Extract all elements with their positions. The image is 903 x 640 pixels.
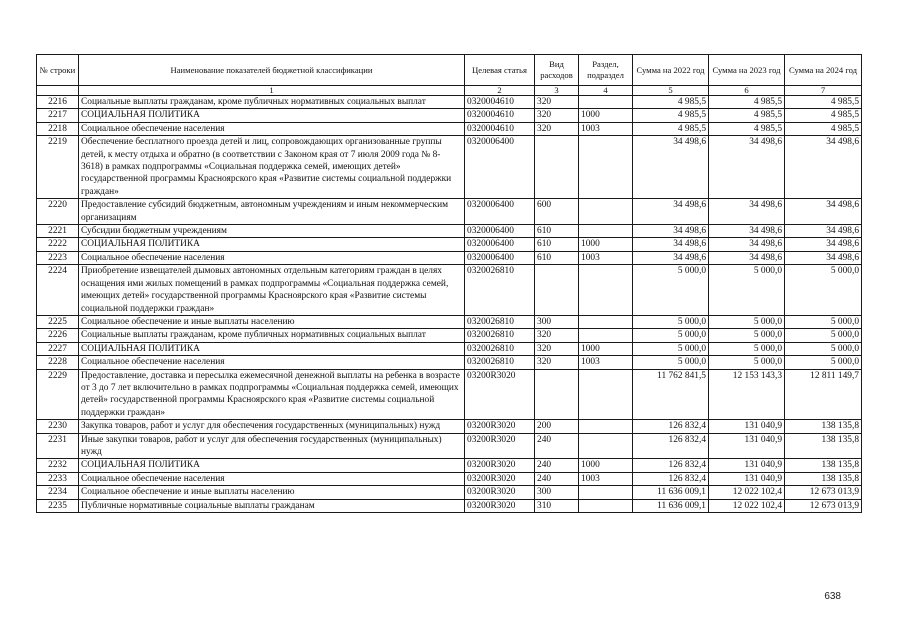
row-name: СОЦИАЛЬНАЯ ПОЛИТИКА [79, 459, 465, 472]
row-sum-2024: 138 135,8 [785, 472, 862, 485]
row-sum-2023: 5 000,0 [709, 329, 785, 342]
row-number: 2223 [37, 251, 79, 264]
row-section [579, 499, 633, 512]
row-section: 1003 [579, 356, 633, 369]
header-target: Целевая статья [465, 55, 535, 86]
row-number: 2233 [37, 472, 79, 485]
row-name: Иные закупки товаров, работ и услуг для обеспечения государственных (муниципальных) нужд [79, 433, 465, 459]
table-row [37, 225, 862, 238]
row-sum-2024: 34 498,6 [785, 136, 862, 199]
row-section [579, 486, 633, 499]
table-row [37, 486, 862, 499]
row-target-code: 0320004610 [465, 109, 535, 122]
row-sum-2023: 12 022 102,4 [709, 486, 785, 499]
table-row [37, 459, 862, 472]
row-section: 1000 [579, 459, 633, 472]
row-sum-2022: 126 832,4 [633, 459, 709, 472]
row-name: Социальное обеспечение населения [79, 122, 465, 135]
header-name: Наименование показателей бюджетной классификации [79, 55, 465, 86]
row-expense-kind: 240 [535, 459, 579, 472]
row-expense-kind: 320 [535, 96, 579, 109]
row-name: Социальное обеспечение населения [79, 472, 465, 485]
row-name: Социальное обеспечение населения [79, 356, 465, 369]
header-row [37, 55, 862, 86]
row-sum-2022: 5 000,0 [633, 329, 709, 342]
row-target-code: 03200R3020 [465, 486, 535, 499]
column-number: 5 [633, 86, 709, 96]
row-sum-2022: 4 985,5 [633, 109, 709, 122]
row-sum-2023: 131 040,9 [709, 459, 785, 472]
row-expense-kind: 610 [535, 238, 579, 251]
row-sum-2024: 138 135,8 [785, 433, 862, 459]
row-target-code: 03200R3020 [465, 433, 535, 459]
row-sum-2022: 34 498,6 [633, 251, 709, 264]
row-name: Социальные выплаты гражданам, кроме публичных нормативных социальных выплат [79, 96, 465, 109]
row-name: Обеспечение бесплатного проезда детей и лиц, сопровождающих организованные группы детей, к месту отдыха и обратно (в соответствии с Законом края от 7 июля 2009 года № 8-3618) в рамках подпрограммы «Социальная поддержка семей, имеющих детей» государственной программы Красноярского края «Развитие системы социальной поддержки граждан» [79, 136, 465, 199]
row-sum-2022: 5 000,0 [633, 342, 709, 355]
row-target-code: 0320026810 [465, 265, 535, 316]
table-row [37, 251, 862, 264]
row-sum-2024: 34 498,6 [785, 225, 862, 238]
row-section [579, 265, 633, 316]
row-expense-kind: 610 [535, 225, 579, 238]
row-sum-2022: 5 000,0 [633, 265, 709, 316]
row-sum-2023: 34 498,6 [709, 251, 785, 264]
header-sum-2024: Сумма на 2024 год [785, 55, 862, 86]
row-sum-2023: 131 040,9 [709, 420, 785, 433]
row-target-code: 03200R3020 [465, 499, 535, 512]
table-row [37, 265, 862, 316]
row-section: 1000 [579, 238, 633, 251]
column-number: 1 [79, 86, 465, 96]
row-number: 2229 [37, 369, 79, 420]
row-sum-2022: 4 985,5 [633, 122, 709, 135]
row-expense-kind: 610 [535, 251, 579, 264]
row-sum-2024: 138 135,8 [785, 420, 862, 433]
column-number [37, 86, 79, 96]
row-sum-2022: 126 832,4 [633, 472, 709, 485]
row-sum-2023: 5 000,0 [709, 315, 785, 328]
row-name: Предоставление, доставка и пересылка ежемесячной денежной выплаты на ребенка в возрасте от 3 до 7 лет включительно в рамках подпрограммы «Социальная поддержка семей, имеющих детей» государственной программы Красноярского края «Развитие системы социальной поддержки граждан» [79, 369, 465, 420]
row-section [579, 225, 633, 238]
table-row [37, 433, 862, 459]
row-target-code: 0320006400 [465, 136, 535, 199]
row-sum-2023: 34 498,6 [709, 136, 785, 199]
row-section [579, 96, 633, 109]
row-section: 1003 [579, 251, 633, 264]
row-name: Социальное обеспечение населения [79, 251, 465, 264]
row-expense-kind: 600 [535, 199, 579, 225]
row-sum-2022: 126 832,4 [633, 420, 709, 433]
row-sum-2024: 4 985,5 [785, 122, 862, 135]
row-sum-2022: 5 000,0 [633, 356, 709, 369]
row-sum-2024: 34 498,6 [785, 251, 862, 264]
row-target-code: 0320026810 [465, 356, 535, 369]
row-expense-kind: 320 [535, 356, 579, 369]
table-body [37, 96, 862, 513]
row-number: 2227 [37, 342, 79, 355]
row-number: 2234 [37, 486, 79, 499]
row-expense-kind: 310 [535, 499, 579, 512]
row-sum-2022: 5 000,0 [633, 315, 709, 328]
row-sum-2022: 34 498,6 [633, 238, 709, 251]
row-sum-2023: 4 985,5 [709, 122, 785, 135]
row-sum-2024: 12 673 013,9 [785, 499, 862, 512]
row-name: Социальное обеспечение и иные выплаты населению [79, 486, 465, 499]
row-target-code: 0320026810 [465, 315, 535, 328]
row-name: Социальное обеспечение и иные выплаты населению [79, 315, 465, 328]
header-section: Раздел, подраздел [579, 55, 633, 86]
table-row [37, 472, 862, 485]
row-section [579, 136, 633, 199]
row-expense-kind: 300 [535, 486, 579, 499]
row-section [579, 329, 633, 342]
table-row [37, 369, 862, 420]
row-section: 1000 [579, 109, 633, 122]
page-number: 638 [824, 591, 841, 602]
row-sum-2022: 11 636 009,1 [633, 486, 709, 499]
table-row [37, 356, 862, 369]
row-section: 1003 [579, 472, 633, 485]
table-row [37, 136, 862, 199]
row-sum-2023: 12 153 143,3 [709, 369, 785, 420]
row-expense-kind: 200 [535, 420, 579, 433]
row-name: СОЦИАЛЬНАЯ ПОЛИТИКА [79, 238, 465, 251]
row-sum-2022: 126 832,4 [633, 433, 709, 459]
row-sum-2024: 138 135,8 [785, 459, 862, 472]
row-name: СОЦИАЛЬНАЯ ПОЛИТИКА [79, 342, 465, 355]
row-name: Приобретение извещателей дымовых автономных отдельным категориям граждан в целях оснащения ими жилых помещений в рамках подпрограммы «Социальная поддержка семей, имеющих детей» государственной программы Красноярского края «Развитие системы социальной поддержки граждан» [79, 265, 465, 316]
row-target-code: 0320006400 [465, 199, 535, 225]
row-expense-kind: 320 [535, 109, 579, 122]
row-sum-2024: 4 985,5 [785, 109, 862, 122]
row-sum-2024: 5 000,0 [785, 329, 862, 342]
row-expense-kind [535, 265, 579, 316]
row-target-code: 0320006400 [465, 251, 535, 264]
row-sum-2022: 34 498,6 [633, 199, 709, 225]
row-sum-2023: 34 498,6 [709, 199, 785, 225]
column-number: 4 [579, 86, 633, 96]
column-number: 2 [465, 86, 535, 96]
row-sum-2022: 11 762 841,5 [633, 369, 709, 420]
header-kind: Вид расходов [535, 55, 579, 86]
row-sum-2023: 12 022 102,4 [709, 499, 785, 512]
row-sum-2024: 5 000,0 [785, 315, 862, 328]
row-sum-2024: 12 673 013,9 [785, 486, 862, 499]
row-number: 2224 [37, 265, 79, 316]
row-sum-2023: 4 985,5 [709, 96, 785, 109]
table-row [37, 420, 862, 433]
column-number: 6 [709, 86, 785, 96]
budget-table [36, 54, 862, 513]
row-target-code: 03200R3020 [465, 459, 535, 472]
table-row [37, 499, 862, 512]
row-section [579, 199, 633, 225]
column-number: 3 [535, 86, 579, 96]
row-section [579, 369, 633, 420]
row-expense-kind: 320 [535, 122, 579, 135]
table-row [37, 122, 862, 135]
table-row [37, 96, 862, 109]
table-row [37, 329, 862, 342]
row-sum-2024: 4 985,5 [785, 96, 862, 109]
header-sum-2023: Сумма на 2023 год [709, 55, 785, 86]
row-number: 2230 [37, 420, 79, 433]
row-number: 2219 [37, 136, 79, 199]
table-row [37, 342, 862, 355]
row-sum-2024: 5 000,0 [785, 265, 862, 316]
column-numbers-row [37, 86, 862, 96]
row-number: 2228 [37, 356, 79, 369]
row-number: 2218 [37, 122, 79, 135]
row-sum-2024: 12 811 149,7 [785, 369, 862, 420]
row-section: 1003 [579, 122, 633, 135]
row-section [579, 315, 633, 328]
row-sum-2022: 34 498,6 [633, 136, 709, 199]
row-number: 2226 [37, 329, 79, 342]
row-sum-2024: 34 498,6 [785, 199, 862, 225]
row-target-code: 0320004610 [465, 122, 535, 135]
row-sum-2023: 5 000,0 [709, 356, 785, 369]
row-sum-2024: 34 498,6 [785, 238, 862, 251]
row-sum-2023: 34 498,6 [709, 238, 785, 251]
row-target-code: 0320026810 [465, 342, 535, 355]
row-expense-kind [535, 136, 579, 199]
row-section: 1000 [579, 342, 633, 355]
table-row [37, 238, 862, 251]
row-name: Предоставление субсидий бюджетным, автономным учреждениям и иным некоммерческим организациям [79, 199, 465, 225]
row-sum-2022: 34 498,6 [633, 225, 709, 238]
row-number: 2232 [37, 459, 79, 472]
row-number: 2220 [37, 199, 79, 225]
row-sum-2024: 5 000,0 [785, 342, 862, 355]
row-target-code: 03200R3020 [465, 420, 535, 433]
table-row [37, 315, 862, 328]
row-expense-kind: 240 [535, 433, 579, 459]
row-expense-kind: 320 [535, 329, 579, 342]
row-target-code: 03200R3020 [465, 472, 535, 485]
row-number: 2221 [37, 225, 79, 238]
row-number: 2217 [37, 109, 79, 122]
row-sum-2022: 11 636 009,1 [633, 499, 709, 512]
row-number: 2231 [37, 433, 79, 459]
row-target-code: 0320006400 [465, 238, 535, 251]
header-row-no: № строки [37, 55, 79, 86]
row-target-code: 0320004610 [465, 96, 535, 109]
row-expense-kind [535, 369, 579, 420]
row-sum-2024: 5 000,0 [785, 356, 862, 369]
row-target-code: 03200R3020 [465, 369, 535, 420]
row-number: 2225 [37, 315, 79, 328]
row-sum-2023: 4 985,5 [709, 109, 785, 122]
row-section [579, 420, 633, 433]
row-number: 2216 [37, 96, 79, 109]
table-row [37, 109, 862, 122]
table-row [37, 199, 862, 225]
row-target-code: 0320026810 [465, 329, 535, 342]
row-name: Публичные нормативные социальные выплаты гражданам [79, 499, 465, 512]
row-number: 2235 [37, 499, 79, 512]
row-sum-2022: 4 985,5 [633, 96, 709, 109]
row-name: Закупка товаров, работ и услуг для обеспечения государственных (муниципальных) нужд [79, 420, 465, 433]
column-number: 7 [785, 86, 862, 96]
row-name: СОЦИАЛЬНАЯ ПОЛИТИКА [79, 109, 465, 122]
row-expense-kind: 300 [535, 315, 579, 328]
row-sum-2023: 131 040,9 [709, 472, 785, 485]
row-name: Субсидии бюджетным учреждениям [79, 225, 465, 238]
row-sum-2023: 131 040,9 [709, 433, 785, 459]
row-name: Социальные выплаты гражданам, кроме публичных нормативных социальных выплат [79, 329, 465, 342]
row-expense-kind: 240 [535, 472, 579, 485]
row-target-code: 0320006400 [465, 225, 535, 238]
header-sum-2022: Сумма на 2022 год [633, 55, 709, 86]
row-section [579, 433, 633, 459]
row-expense-kind: 320 [535, 342, 579, 355]
row-sum-2023: 5 000,0 [709, 342, 785, 355]
row-sum-2023: 34 498,6 [709, 225, 785, 238]
row-number: 2222 [37, 238, 79, 251]
row-sum-2023: 5 000,0 [709, 265, 785, 316]
